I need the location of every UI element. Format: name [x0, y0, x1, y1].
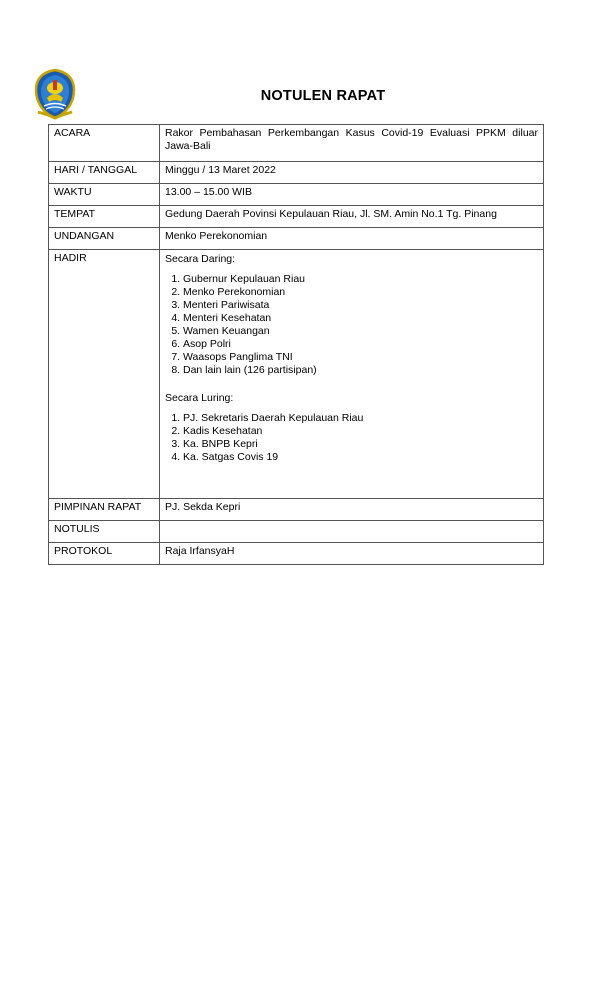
list-item: 1. Gubernur Kepulauan Riau	[183, 273, 538, 286]
minutes-table	[48, 124, 544, 565]
list-item: 7. Waasops Panglima TNI	[183, 351, 538, 364]
row-value	[160, 250, 544, 499]
row-label: ACARA	[49, 125, 160, 162]
list-item: 1. PJ. Sekretaris Daerah Kepulauan Riau	[183, 412, 538, 425]
list-item: 6. Asop Polri	[183, 338, 538, 351]
row-value: Raja IrfansyaH	[160, 543, 544, 565]
table-row-hadir	[49, 250, 544, 499]
table-row-notulis	[49, 521, 544, 543]
row-value: Minggu / 13 Maret 2022	[160, 162, 544, 184]
daring-list	[165, 273, 538, 377]
row-value: 13.00 – 15.00 WIB	[160, 184, 544, 206]
luring-heading: Secara Luring:	[165, 392, 234, 404]
table-row-pimpinan-rapat	[49, 499, 544, 521]
row-label: TEMPAT	[49, 206, 160, 228]
row-value: Rakor Pembahasan Perkembangan Kasus Covid-19 Evaluasi PPKM diluar Jawa-Bali	[160, 125, 544, 162]
row-label: PIMPINAN RAPAT	[49, 499, 160, 521]
daring-heading: Secara Daring:	[165, 253, 236, 265]
row-value: PJ. Sekda Kepri	[160, 499, 544, 521]
luring-list	[165, 412, 538, 464]
list-item: 4. Ka. Satgas Covis 19	[183, 451, 538, 464]
list-item: 4. Menteri Kesehatan	[183, 312, 538, 325]
table-row-protokol	[49, 543, 544, 565]
table-row-waktu	[49, 184, 544, 206]
row-label: NOTULIS	[49, 521, 160, 543]
row-value: Menko Perekonomian	[160, 228, 544, 250]
list-item: 2. Kadis Kesehatan	[183, 425, 538, 438]
row-value	[160, 521, 544, 543]
row-label: WAKTU	[49, 184, 160, 206]
table-row-hari-tanggal	[49, 162, 544, 184]
list-item: 5. Wamen Keuangan	[183, 325, 538, 338]
table-row-undangan	[49, 228, 544, 250]
row-label: UNDANGAN	[49, 228, 160, 250]
row-label: PROTOKOL	[49, 543, 160, 565]
page-title: NOTULEN RAPAT	[260, 88, 386, 104]
row-value: Gedung Daerah Povinsi Kepulauan Riau, Jl. SM. Amin No.1 Tg. Pinang	[160, 206, 544, 228]
row-label: HADIR	[49, 250, 160, 499]
list-item: 3. Ka. BNPB Kepri	[183, 438, 538, 451]
list-item: 8. Dan lain lain (126 partisipan)	[183, 364, 538, 377]
list-item: 2. Menko Perekonomian	[183, 286, 538, 299]
table-row-tempat	[49, 206, 544, 228]
row-label: HARI / TANGGAL	[49, 162, 160, 184]
table-row-acara	[49, 125, 544, 162]
list-item: 3. Menteri Pariwisata	[183, 299, 538, 312]
